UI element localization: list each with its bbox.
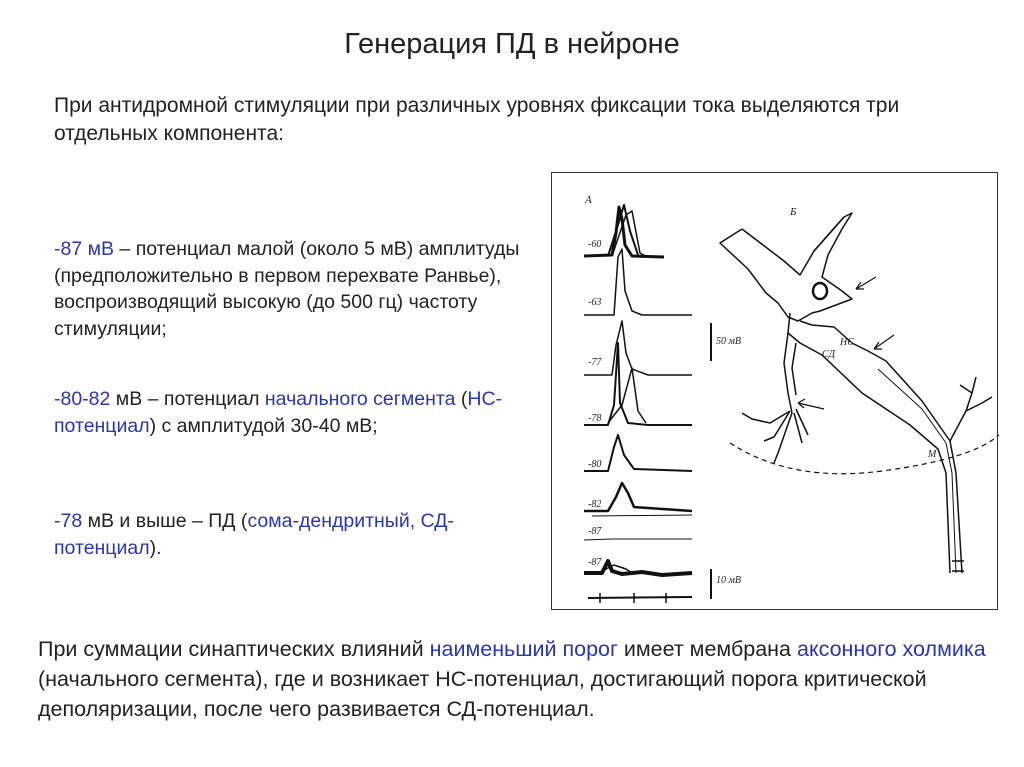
- left-dendrite-branches: [742, 409, 808, 463]
- traces: [584, 205, 692, 598]
- bullet-80-82mv: [54, 386, 524, 439]
- term-axon-hillock: аксонного холмика: [796, 637, 986, 661]
- arrow-axon: [874, 335, 894, 349]
- hillock-right: [800, 321, 868, 351]
- bullet-text: ).: [149, 536, 162, 559]
- scale-label-bottom: 10 мВ: [716, 575, 741, 586]
- axon-outer-left: [862, 393, 950, 573]
- bullet-value: -87 мВ: [54, 238, 115, 260]
- soma-nucleus: [813, 283, 827, 299]
- trace-label: -77: [588, 357, 602, 368]
- trace-label: -60: [588, 239, 602, 250]
- bullet-text: мВ и выше – ПД (: [82, 510, 248, 532]
- trace-label: -63: [588, 297, 602, 308]
- trace-labels: [588, 239, 602, 568]
- trace-label: -78: [588, 413, 602, 424]
- bullet-78mv: [54, 508, 524, 561]
- summary-part: При суммации синаптических влияний: [38, 637, 430, 661]
- intro-text: При антидромной стимуляции при различных уровнях фиксации тока выделяются три отдельных компонента:: [54, 94, 900, 145]
- right-dendrite: [950, 377, 992, 441]
- arrow-soma: [856, 277, 876, 289]
- bullet-text: (: [455, 388, 468, 410]
- label-hs: НС: [840, 337, 854, 348]
- trace-label: -82: [588, 499, 602, 510]
- axon-outer-right: [868, 351, 962, 573]
- term-lowest-threshold: наименьший порог: [429, 637, 618, 661]
- neuron-drawing: [720, 213, 999, 573]
- slide-title: Генерация ПД в нейроне: [344, 28, 680, 60]
- trace-7: [584, 539, 692, 540]
- label-m: М: [928, 449, 937, 460]
- bullet-value: -80-82: [54, 388, 111, 410]
- trace-label: -80: [588, 459, 602, 470]
- term-initial-segment: начального сегмента: [264, 388, 456, 410]
- scale-label-top: 50 мВ: [716, 336, 741, 347]
- arrow-dendrite: [798, 399, 824, 409]
- neuron-figure: [551, 172, 998, 610]
- bullet-87mv: [54, 236, 524, 342]
- bullet-text: мВ – потенциал: [110, 388, 265, 410]
- trace-label: -87: [588, 526, 602, 537]
- left-dendrite-trunk: [784, 333, 796, 413]
- term-hs-potential: НС-потенциал: [54, 388, 503, 437]
- panel-a-label: А: [585, 194, 592, 206]
- bullet-value: -78: [54, 510, 83, 532]
- summary-text: [38, 634, 998, 724]
- summary-part: (начального сегмента), где и возникает НС-потенциал, достигающий порога критической деполяризации, после чего развивается СД-потенциал.: [38, 667, 927, 721]
- panel-b-label: Б: [790, 206, 797, 218]
- myelin-curve: [730, 435, 999, 474]
- summary-part: имеет мембрана: [617, 637, 797, 661]
- figure-drawing: [552, 173, 999, 611]
- trace-9: [588, 597, 692, 598]
- trace-label: -87: [588, 557, 602, 568]
- term-sd-potential: сома-дендритный, СД-потенциал: [54, 510, 454, 559]
- trace-6b: [592, 515, 692, 516]
- bullet-text: – потенциал малой (около 5 мВ) амплитуды (предположительно в первом перехвате Ранвье), воспроизводящий высокую (до 500 гц) частоту стимуляции;: [54, 238, 520, 340]
- bullet-text: ) с амплитудой 30-40 мВ;: [149, 414, 378, 437]
- soma-outline: [720, 213, 852, 321]
- label-sd: СД: [822, 349, 836, 360]
- axon-inner: [878, 369, 956, 573]
